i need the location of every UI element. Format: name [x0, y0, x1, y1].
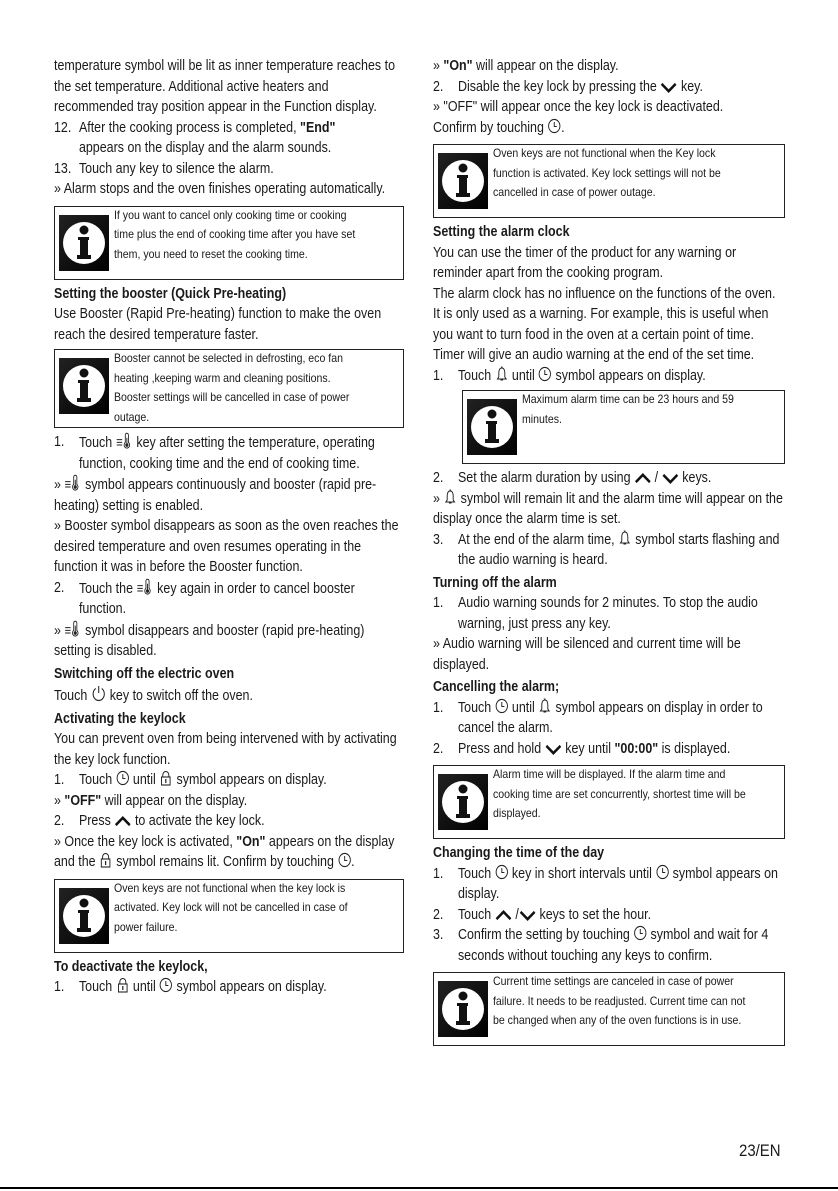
paragraph: The alarm clock has no influence on the functions of the oven. It is only used as a warning. For example, this is useful when you want to turn food in the oven at a certain point of time. Timer will give an audio warning at the end of the set time.: [433, 285, 776, 363]
down-arrow-icon: [662, 473, 679, 484]
alarm-step-3: 3. At the end of the alarm time, symbol starts flashing and the audio warning is heard.: [433, 531, 780, 568]
note-text: Alarm time will be displayed. If the alarm time and cooking time are set concurrently, shortest time will be displayed.: [493, 767, 746, 821]
paragraph: » Audio warning will be silenced and current time will be displayed.: [433, 636, 741, 673]
info-icon: [57, 213, 111, 273]
info-note: [462, 390, 785, 464]
info-icon: [436, 772, 490, 832]
paragraph: » symbol appears continuously and booster (rapid pre-heating) setting is enabled.: [54, 474, 403, 516]
note-text: Oven keys are not functional when the key lock is activated. Key lock will not be cancelled in case of power failure.: [114, 880, 348, 935]
up-arrow-icon: [114, 816, 131, 827]
paragraph: » symbol disappears and booster (rapid pre-heating) setting is disabled.: [54, 620, 403, 662]
clock-icon: [633, 925, 647, 941]
paragraph: Use Booster (Rapid Pre-heating) function to make the oven reach the desired temperature faster.: [54, 306, 382, 343]
down-arrow-icon: [660, 82, 677, 93]
keylock-step-1: 1. Touch until symbol appears on display.: [54, 772, 327, 789]
info-icon: [465, 397, 519, 457]
note-text: If you want to cancel only cooking time or cooking time plus the end of cooking time after you have set them, you need to reset the cooking time.: [114, 207, 356, 261]
cancel-step-2: 2. Press and hold key until "00:00" is displayed.: [433, 740, 731, 757]
turnoff-step-1: 1. Audio warning sounds for 2 minutes. To stop the audio warning, just press any key.: [433, 595, 758, 632]
booster-icon: [64, 474, 81, 491]
info-icon: [57, 886, 111, 946]
bell-icon: [538, 698, 552, 714]
clock-icon: [116, 770, 130, 786]
info-note: [54, 206, 404, 280]
section-heading-booster: Setting the booster (Quick Pre-heating): [54, 285, 287, 302]
lock-icon: [116, 977, 130, 993]
step-12: 12. After the cooking process is completed, "End" appears on the display and the alarm sounds.: [54, 119, 336, 156]
up-arrow-icon: [634, 473, 651, 484]
info-note: [54, 349, 404, 428]
note-text: Booster cannot be selected in defrosting, eco fan heating ,keeping warm and cleaning positions. Booster settings will be cancelled in case of power outage.: [114, 351, 350, 424]
clock-icon: [337, 852, 351, 868]
bell-icon: [443, 489, 457, 505]
down-arrow-icon: [519, 910, 536, 921]
booster-icon: [136, 578, 153, 595]
booster-icon: [64, 620, 81, 637]
down-arrow-icon: [545, 744, 562, 755]
clock-icon: [655, 864, 669, 880]
booster-icon: [116, 432, 133, 449]
paragraph: You can prevent oven from being intervened with by activating the key lock function.: [54, 731, 397, 768]
section-heading-time-of-day: Changing the time of the day: [433, 845, 605, 861]
keylock-step-2: 2. Disable the key lock by pressing the key.: [433, 78, 703, 95]
note-text: Maximum alarm time can be 23 hours and 59 minutes.: [522, 392, 734, 426]
clock-icon: [495, 864, 509, 880]
deactivate-step-1: 1. Touch until symbol appears on display.: [54, 979, 327, 996]
section-heading-cancel-alarm: Cancelling the alarm;: [433, 679, 560, 695]
section-heading-switch-off: Switching off the electric oven: [54, 665, 235, 682]
booster-step-2: 2. Touch the key again in order to cancel booster function.: [54, 579, 355, 618]
section-heading-alarm: Setting the alarm clock: [433, 224, 570, 240]
time-step-1: 1. Touch key in short intervals until symbol appears on display.: [433, 865, 778, 902]
alarm-step-2: 2. Set the alarm duration by using / keys.: [433, 470, 712, 486]
clock-icon: [538, 366, 552, 382]
clock-icon: [547, 118, 561, 134]
alarm-step-1: 1. Touch until symbol appears on display.: [433, 367, 706, 384]
paragraph: » "On" will appear on the display.: [433, 58, 619, 74]
paragraph: Confirm by touching .: [433, 119, 565, 136]
booster-step-1: 1. Touch key after setting the temperature, operating function, cooking time and the end of cooking time.: [54, 434, 375, 472]
paragraph: temperature symbol will be lit as inner temperature reaches to the set temperature. Additional active heaters and recommended tray position appear in the Function display.: [54, 58, 396, 115]
footer-rule: [0, 1187, 838, 1189]
paragraph: » "OFF" will appear on the display.: [54, 792, 248, 809]
section-heading-keylock: Activating the keylock: [54, 710, 186, 727]
info-note: [433, 144, 785, 218]
info-note: [54, 879, 404, 953]
page-number: 23/EN: [739, 1141, 781, 1160]
section-heading-deactivate: To deactivate the keylock,: [54, 958, 208, 975]
info-icon: [57, 356, 111, 416]
time-step-3: 3. Confirm the setting by touching symbol and wait for 4 seconds without touching any keys to confirm.: [433, 927, 769, 964]
bell-icon: [495, 366, 509, 382]
cancel-step-1: 1. Touch until symbol appears on display in order to cancel the alarm.: [433, 699, 763, 736]
up-arrow-icon: [495, 910, 512, 921]
power-icon: [91, 684, 106, 702]
keylock-step-2: 2. Press to activate the key lock.: [54, 813, 265, 830]
bell-icon: [618, 530, 632, 546]
lock-icon: [99, 852, 113, 868]
info-icon: [436, 151, 490, 211]
paragraph: » Once the key lock is activated, "On" appears on the display and the symbol remains lit. Confirm by touching .: [54, 833, 395, 871]
paragraph: » Alarm stops and the oven finishes operating automatically.: [54, 181, 386, 197]
info-note: [433, 972, 785, 1046]
paragraph: Touch key to switch off the oven.: [54, 684, 403, 707]
paragraph: » Booster symbol disappears as soon as the oven reaches the desired temperature and oven resumes operating in the function it was in before the Booster function.: [54, 518, 399, 576]
info-note: [433, 765, 785, 839]
clock-icon: [495, 698, 509, 714]
lock-icon: [159, 770, 173, 786]
right-column: [433, 56, 785, 1050]
info-icon: [436, 979, 490, 1039]
clock-icon: [159, 977, 173, 993]
paragraph: You can use the timer of the product for any warning or reminder apart from the cooking program.: [433, 244, 737, 281]
step-13: 13. Touch any key to silence the alarm.: [54, 160, 274, 177]
note-text: Oven keys are not functional when the Key lock function is activated. Key lock settings will not be cancelled in case of power outage.: [493, 146, 721, 200]
paragraph: » "OFF" will appear once the key lock is deactivated.: [433, 99, 724, 115]
time-step-2: 2. Touch / keys to set the hour.: [433, 906, 652, 923]
section-heading-turn-off-alarm: Turning off the alarm: [433, 574, 557, 591]
note-text: Current time settings are canceled in case of power failure. It needs to be readjusted. Current time can not be changed when any of the oven functions is in use.: [493, 974, 746, 1028]
left-column: [54, 56, 404, 998]
paragraph: » symbol will remain lit and the alarm time will appear on the display once the alarm time is set.: [433, 490, 783, 527]
